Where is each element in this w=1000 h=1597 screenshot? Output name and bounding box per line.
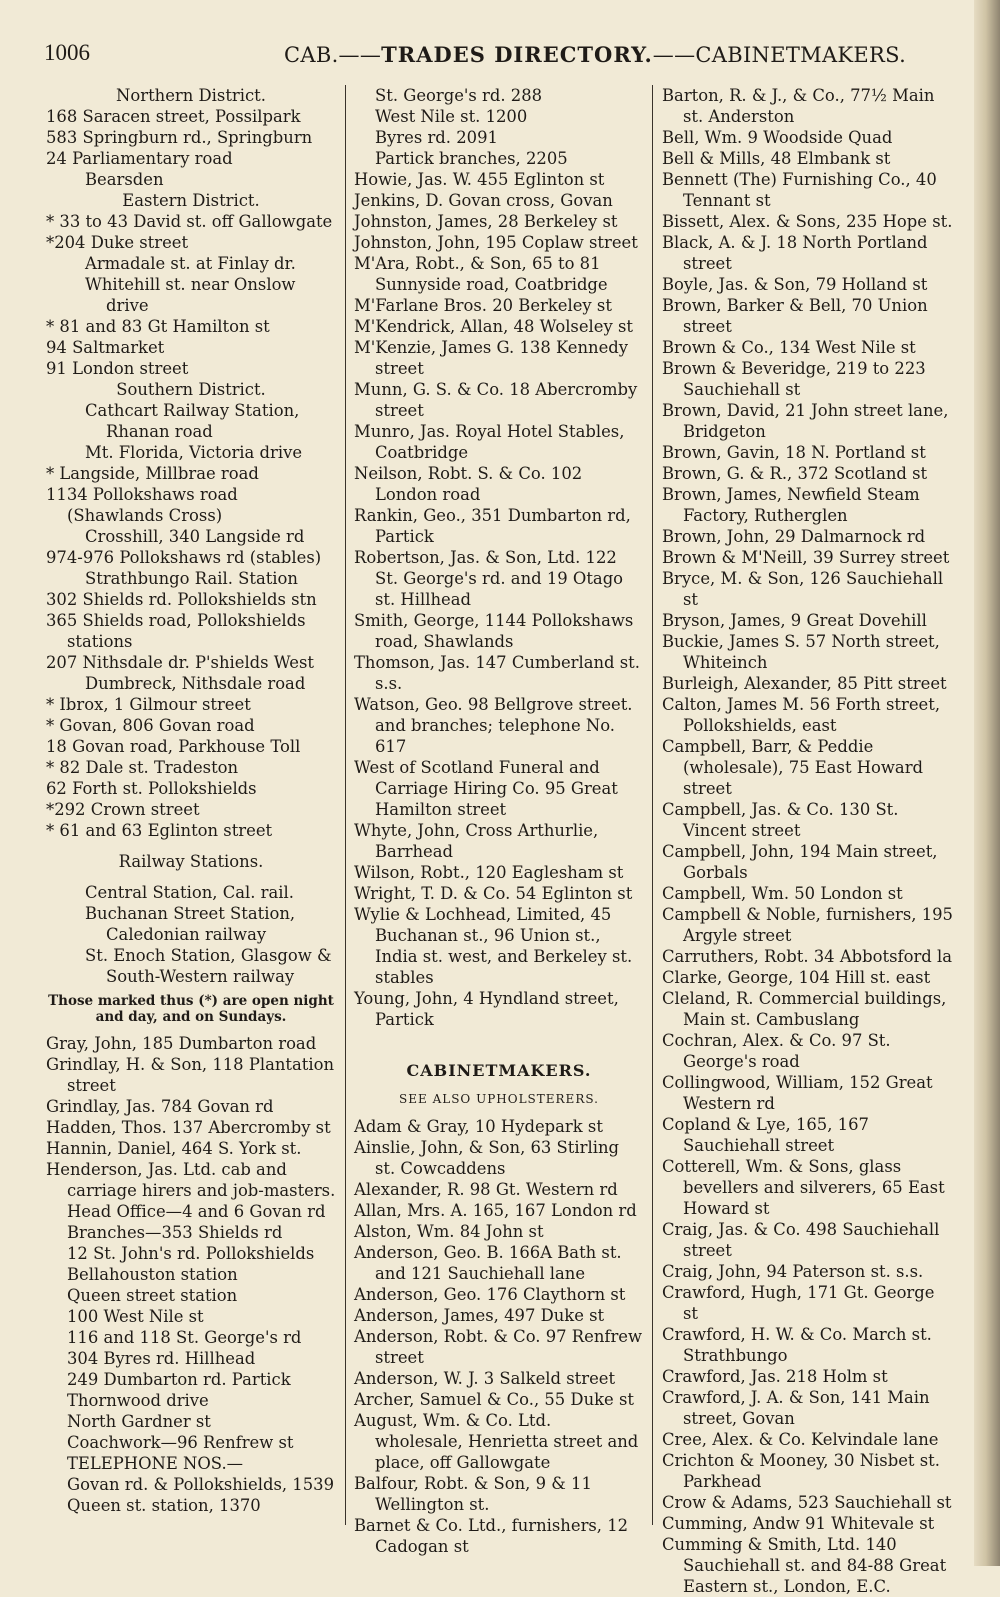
page-header [44,40,944,74]
directory-entry: Strathbungo Rail. Station [85,569,298,588]
directory-entry: Hannin, Daniel, 464 S. York st. [46,1139,302,1158]
directory-entry: Campbell, Wm. 50 London st [662,884,903,903]
directory-entry: Southern District. [116,380,266,399]
page-edge [974,0,1000,1566]
directory-entry: Coachwork—96 Renfrew st [67,1433,294,1452]
directory-entry: Eastern District. [122,191,260,210]
directory-entry: West Nile st. 1200 [375,107,528,126]
directory-entry: Johnston, John, 195 Coplaw street [354,233,638,252]
directory-entry: * 61 and 63 Eglinton street [46,821,273,840]
directory-entry: Queen st. station, 1370 [67,1496,261,1515]
directory-entry: Jenkins, D. Govan cross, Govan [354,191,613,210]
directory-entry: Grindlay, H. & Son, 118 Plantation street [46,1055,335,1095]
directory-entry: Collingwood, William, 152 Great Western rd [662,1073,933,1113]
directory-entry: Bellahouston station [67,1265,238,1284]
directory-entry: Cleland, R. Commercial buildings, Main st. Cambuslang [662,989,947,1029]
directory-entry: * Ibrox, 1 Gilmour street [46,695,251,714]
directory-entry: Armadale st. at Finlay dr. [85,254,296,273]
directory-entry: Hadden, Thos. 137 Abercromby st [46,1118,331,1137]
directory-entry: Head Office—4 and 6 Govan rd [67,1202,326,1221]
directory-entry: 249 Dumbarton rd. Partick [67,1370,291,1389]
directory-entry: St. George's rd. 288 [375,86,543,105]
directory-entry: Adam & Gray, 10 Hydepark st [354,1117,603,1136]
directory-entry: 304 Byres rd. Hillhead [67,1349,256,1368]
column-2 [354,85,644,1557]
directory-entry: Neilson, Robt. S. & Co. 102 London road [354,464,583,504]
directory-entry: Wylie & Lochhead, Limited, 45 Buchanan st., 96 Union st., India st. west, and Berkeley st. stables [354,905,633,987]
column-rule-1 [345,85,346,1525]
directory-entry: Cumming, Andw 91 Whitevale st [662,1514,935,1533]
directory-entry: M'Farlane Bros. 20 Berkeley st [354,296,612,315]
directory-entry: Ainslie, John, & Son, 63 Stirling st. Cowcaddens [354,1138,619,1178]
directory-entry: Rankin, Geo., 351 Dumbarton rd, Partick [354,506,631,546]
directory-entry: Bell, Wm. 9 Woodside Quad [662,128,893,147]
directory-entry: Brown, James, Newfield Steam Factory, Rutherglen [662,485,920,525]
header-center: TRADES DIRECTORY. [381,42,653,67]
directory-entry: Smith, George, 1144 Pollokshaws road, Shawlands [354,611,634,651]
directory-entry: *204 Duke street [46,233,189,252]
directory-entry: Grindlay, Jas. 784 Govan rd [46,1097,274,1116]
directory-entry: Byres rd. 2091 [375,128,498,147]
directory-entry: SEE ALSO UPHOLSTERERS. [399,1092,599,1106]
directory-entry: 168 Saracen street, Possilpark [46,107,301,126]
directory-entry: Dumbreck, Nithsdale road [85,674,306,693]
directory-entry: Buckie, James S. 57 North street, Whiteinch [662,632,940,672]
directory-entry: 100 West Nile st [67,1307,204,1326]
directory-entry: Campbell, Jas. & Co. 130 St. Vincent street [662,800,899,840]
directory-entry: Wright, T. D. & Co. 54 Eglinton st [354,884,633,903]
directory-entry: Thornwood drive [67,1391,209,1410]
directory-entry: Alston, Wm. 84 John st [354,1222,544,1241]
directory-entry: Munro, Jas. Royal Hotel Stables, Coatbridge [354,422,625,462]
directory-entry: West of Scotland Funeral and Carriage Hiring Co. 95 Great Hamilton street [354,758,618,819]
header-right: CABINETMAKERS. [695,43,907,67]
directory-entry: Crow & Adams, 523 Sauchiehall st [662,1493,952,1512]
directory-entry: Carruthers, Robt. 34 Abbotsford la [662,947,952,966]
directory-entry: Young, John, 4 Hyndland street, Partick [354,989,619,1029]
directory-entry: Crosshill, 340 Langside rd [85,527,305,546]
directory-entry: Bryce, M. & Son, 126 Sauchiehall st [662,569,944,609]
directory-entry: Bell & Mills, 48 Elmbank st [662,149,891,168]
directory-entry: Brown, Barker & Bell, 70 Union street [662,296,928,336]
directory-entry: Northern District. [116,86,266,105]
directory-entry: Bissett, Alex. & Sons, 235 Hope st. [662,212,953,231]
directory-entry: Johnston, James, 28 Berkeley st [354,212,618,231]
directory-entry: Watson, Geo. 98 Bellgrove street. and branches; telephone No. 617 [354,695,633,756]
directory-entry: Anderson, James, 497 Duke st [354,1306,605,1325]
directory-entry: Branches—353 Shields rd [67,1223,283,1242]
directory-entry: Robertson, Jas. & Son, Ltd. 122 St. George's rd. and 19 Otago st. Hillhead [354,548,624,609]
directory-entry: Brown, John, 29 Dalmarnock rd [662,527,926,546]
directory-entry: * Langside, Millbrae road [46,464,259,483]
running-title: CAB.——TRADES DIRECTORY.——CABINETMAKERS. [284,42,907,67]
directory-entry: Those marked thus (*) are open night and day, and on Sundays. [48,993,334,1025]
directory-entry: * 33 to 43 David st. off Gallowgate [46,212,333,231]
directory-entry: Munn, G. S. & Co. 18 Abercromby street [354,380,638,420]
directory-entry: Anderson, Robt. & Co. 97 Renfrew street [354,1327,643,1367]
directory-entry: Queen street station [67,1286,238,1305]
directory-entry: M'Kenzie, James G. 138 Kennedy street [354,338,629,378]
directory-entry: 583 Springburn rd., Springburn [46,128,313,147]
directory-entry: Cathcart Railway Station, Rhanan road [85,401,300,441]
column-3 [662,85,954,1597]
directory-entry: Barnet & Co. Ltd., furnishers, 12 Cadogan st [354,1516,629,1556]
directory-entry: Whyte, John, Cross Arthurlie, Barrhead [354,821,599,861]
directory-entry: Thomson, Jas. 147 Cumberland st. s.s. [354,653,640,693]
directory-entry: Crawford, Jas. 218 Holm st [662,1367,888,1386]
directory-entry: Bennett (The) Furnishing Co., 40 Tennant st [662,170,937,210]
directory-entry: 116 and 118 St. George's rd [67,1328,302,1347]
directory-entry: Mt. Florida, Victoria drive [85,443,303,462]
directory-entry: Campbell, Barr, & Peddie (wholesale), 75 East Howard street [662,737,924,798]
directory-entry: Craig, Jas. & Co. 498 Sauchiehall street [662,1220,940,1260]
directory-entry: Brown & Beveridge, 219 to 223 Sauchiehall st [662,359,926,399]
directory-entry: Brown & Co., 134 West Nile st [662,338,916,357]
directory-entry: 1134 Pollokshaws road (Shawlands Cross) [46,485,238,525]
directory-entry: 12 St. John's rd. Pollokshields [67,1244,315,1263]
directory-entry: Clarke, George, 104 Hill st. east [662,968,931,987]
directory-entry: Whitehill st. near Onslow drive [85,275,296,315]
directory-entry: Black, A. & J. 18 North Portland street [662,233,928,273]
directory-entry: North Gardner st [67,1412,211,1431]
directory-entry: Allan, Mrs. A. 165, 167 London rd [354,1201,637,1220]
directory-entry: Anderson, Geo. 176 Claythorn st [354,1285,626,1304]
directory-entry: Cree, Alex. & Co. Kelvindale lane [662,1430,939,1449]
directory-entry: Partick branches, 2205 [375,149,568,168]
directory-entry: Crichton & Mooney, 30 Nisbet st. Parkhead [662,1451,940,1491]
directory-entry: Boyle, Jas. & Son, 79 Holland st [662,275,928,294]
directory-entry: Balfour, Robt. & Son, 9 & 11 Wellington st. [354,1474,592,1514]
directory-entry: Central Station, Cal. rail. [85,883,294,902]
directory-entry: TELEPHONE NOS.— [67,1454,244,1473]
directory-entry: St. Enoch Station, Glasgow & South-Western railway [85,946,332,986]
directory-entry: Crawford, H. W. & Co. March st. Strathbungo [662,1325,932,1365]
directory-entry: CABINETMAKERS. [406,1061,592,1080]
header-left: CAB. [284,43,339,67]
directory-entry: Calton, James M. 56 Forth street, Pollokshields, east [662,695,941,735]
directory-entry: Govan rd. & Pollokshields, 1539 [67,1475,335,1494]
directory-entry: Brown, G. & R., 372 Scotland st [662,464,928,483]
directory-entry: Buchanan Street Station, Caledonian railway [85,904,296,944]
directory-entry: 207 Nithsdale dr. P'shields West [46,653,315,672]
directory-entry: Anderson, Geo. B. 166A Bath st. and 121 Sauchiehall lane [354,1243,622,1283]
directory-entry: 62 Forth st. Pollokshields [46,779,257,798]
directory-entry: Brown & M'Neill, 39 Surrey street [662,548,950,567]
directory-entry: 91 London street [46,359,189,378]
directory-entry: Burleigh, Alexander, 85 Pitt street [662,674,947,693]
directory-entry: * Govan, 806 Govan road [46,716,255,735]
directory-entry: Henderson, Jas. Ltd. cab and carriage hirers and job-masters. [46,1160,336,1200]
column-1 [46,85,336,1516]
directory-entry: Howie, Jas. W. 455 Eglinton st [354,170,605,189]
directory-entry: M'Ara, Robt., & Son, 65 to 81 Sunnyside road, Coatbridge [354,254,608,294]
directory-entry: Gray, John, 185 Dumbarton road [46,1034,317,1053]
directory-entry: Archer, Samuel & Co., 55 Duke st [354,1390,634,1409]
directory-entry: Crawford, J. A. & Son, 141 Main street, Govan [662,1388,930,1428]
directory-entry: Campbell, John, 194 Main street, Gorbals [662,842,938,882]
directory-entry: Crawford, Hugh, 171 Gt. George st [662,1283,935,1323]
directory-entry: Bearsden [85,170,164,189]
directory-entry: Wilson, Robt., 120 Eaglesham st [354,863,624,882]
directory-entry: Craig, John, 94 Paterson st. s.s. [662,1262,924,1281]
directory-entry: Railway Stations. [118,852,264,871]
directory-entry: M'Kendrick, Allan, 48 Wolseley st [354,317,633,336]
directory-entry: Brown, Gavin, 18 N. Portland st [662,443,926,462]
column-rule-2 [652,85,653,1525]
directory-entry: Campbell & Noble, furnishers, 195 Argyle street [662,905,953,945]
directory-entry: 365 Shields road, Pollokshields stations [46,611,306,651]
directory-entry: 94 Saltmarket [46,338,165,357]
directory-entry: 302 Shields rd. Pollokshields stn [46,590,317,609]
directory-entry: * 82 Dale st. Tradeston [46,758,239,777]
directory-entry: 24 Parliamentary road [46,149,233,168]
directory-entry: Bryson, James, 9 Great Dovehill [662,611,927,630]
directory-entry: Cotterell, Wm. & Sons, glass bevellers and silverers, 65 East Howard st [662,1157,945,1218]
directory-entry: *292 Crown street [46,800,200,819]
directory-entry: Cumming & Smith, Ltd. 140 Sauchiehall st. and 84-88 Great Eastern st., London, E.C. [662,1535,947,1596]
directory-entry: August, Wm. & Co. Ltd. wholesale, Henrietta street and place, off Gallowgate [354,1411,639,1472]
directory-entry: Barton, R. & J., & Co., 77½ Main st. Anderston [662,86,935,126]
directory-entry: Alexander, R. 98 Gt. Western rd [354,1180,618,1199]
directory-entry: Anderson, W. J. 3 Salkeld street [354,1369,616,1388]
directory-entry: * 81 and 83 Gt Hamilton st [46,317,270,336]
directory-entry: Cochran, Alex. & Co. 97 St. George's road [662,1031,891,1071]
directory-entry: Brown, David, 21 John street lane, Bridgeton [662,401,949,441]
directory-entry: 18 Govan road, Parkhouse Toll [46,737,301,756]
page-number: 1006 [44,40,90,65]
directory-entry: Copland & Lye, 165, 167 Sauchiehall street [662,1115,869,1155]
directory-entry: 974-976 Pollokshaws rd (stables) [46,548,322,567]
